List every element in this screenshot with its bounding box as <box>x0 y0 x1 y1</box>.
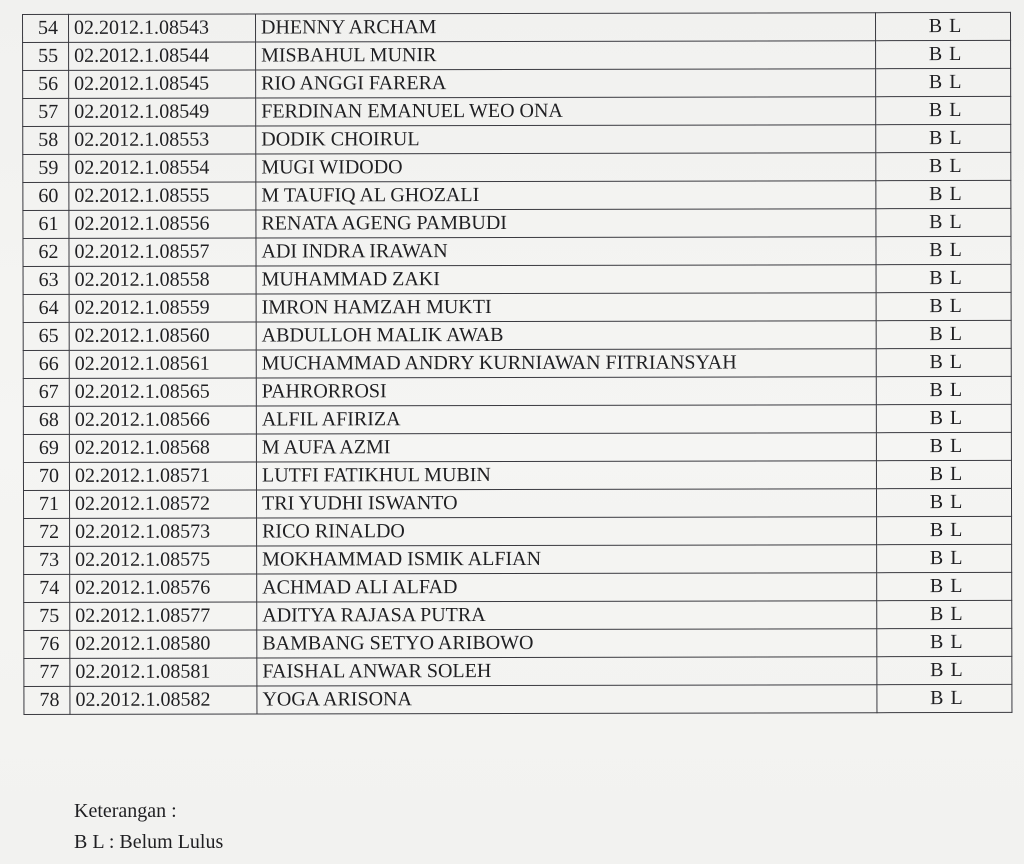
status-cell: B L <box>876 292 1011 320</box>
student-id: 02.2012.1.08558 <box>69 266 256 294</box>
table-row <box>23 96 1011 126</box>
student-name: MUGI WIDODO <box>256 153 876 182</box>
status-cell: B L <box>876 404 1011 432</box>
status-cell: B L <box>877 516 1012 544</box>
status-cell: B L <box>877 628 1012 656</box>
legend-entry: B L : Belum Lulus <box>74 831 224 853</box>
status-cell: B L <box>877 684 1012 712</box>
student-id: 02.2012.1.08577 <box>70 602 257 630</box>
row-number: 62 <box>23 238 69 266</box>
student-name: MUHAMMAD ZAKI <box>256 265 876 294</box>
table-body <box>23 12 1012 714</box>
row-number: 70 <box>23 462 69 490</box>
row-number: 74 <box>24 574 70 602</box>
row-number: 54 <box>23 14 69 42</box>
student-id: 02.2012.1.08572 <box>69 490 256 518</box>
student-name: DHENNY ARCHAM <box>256 13 876 42</box>
row-number: 75 <box>24 602 70 630</box>
student-name: FAISHAL ANWAR SOLEH <box>257 657 877 686</box>
student-id: 02.2012.1.08554 <box>69 154 256 182</box>
student-name: ALFIL AFIRIZA <box>256 405 876 434</box>
student-name: ACHMAD ALI ALFAD <box>257 573 877 602</box>
row-number: 59 <box>23 154 69 182</box>
student-id: 02.2012.1.08573 <box>70 518 257 546</box>
student-id: 02.2012.1.08568 <box>69 434 256 462</box>
status-cell: B L <box>876 488 1011 516</box>
student-id: 02.2012.1.08582 <box>70 686 257 714</box>
status-cell: B L <box>877 572 1012 600</box>
row-number: 63 <box>23 266 69 294</box>
student-id: 02.2012.1.08575 <box>70 546 257 574</box>
status-cell: B L <box>876 348 1011 376</box>
student-id: 02.2012.1.08549 <box>69 98 256 126</box>
row-number: 67 <box>23 378 69 406</box>
status-cell: B L <box>876 180 1011 208</box>
table-row <box>24 544 1012 574</box>
row-number: 77 <box>24 658 70 686</box>
status-cell: B L <box>877 600 1012 628</box>
row-number: 58 <box>23 126 69 154</box>
row-number: 76 <box>24 630 70 658</box>
status-cell: B L <box>876 124 1011 152</box>
student-name: ADI INDRA IRAWAN <box>256 237 876 266</box>
student-id: 02.2012.1.08559 <box>69 294 256 322</box>
student-name: ADITYA RAJASA PUTRA <box>257 601 877 630</box>
table-row <box>23 460 1011 490</box>
legend <box>74 796 223 858</box>
student-name: FERDINAN EMANUEL WEO ONA <box>256 97 876 126</box>
student-name: RICO RINALDO <box>257 517 877 546</box>
table-row <box>24 684 1012 714</box>
table-row <box>23 292 1011 322</box>
student-name: MUCHAMMAD ANDRY KURNIAWAN FITRIANSYAH <box>256 349 876 378</box>
row-number: 60 <box>23 182 69 210</box>
student-name: IMRON HAMZAH MUKTI <box>256 293 876 322</box>
table-row <box>23 264 1011 294</box>
status-cell: B L <box>876 96 1011 124</box>
student-id: 02.2012.1.08580 <box>70 630 257 658</box>
legend-title: Keterangan : <box>74 800 177 822</box>
table-row <box>23 68 1011 98</box>
table-row <box>24 516 1012 546</box>
student-id: 02.2012.1.08561 <box>69 350 256 378</box>
student-name: DODIK CHOIRUL <box>256 125 876 154</box>
student-id: 02.2012.1.08555 <box>69 182 256 210</box>
table-row <box>23 404 1011 434</box>
row-number: 73 <box>24 546 70 574</box>
row-number: 72 <box>24 518 70 546</box>
table-row <box>24 572 1012 602</box>
row-number: 57 <box>23 98 69 126</box>
status-cell: B L <box>876 68 1011 96</box>
row-number: 69 <box>23 434 69 462</box>
table-row <box>23 152 1011 182</box>
student-id: 02.2012.1.08576 <box>70 574 257 602</box>
student-id: 02.2012.1.08544 <box>69 42 256 70</box>
table-row <box>23 376 1011 406</box>
student-name: M AUFA AZMI <box>256 433 876 462</box>
row-number: 64 <box>23 294 69 322</box>
student-id: 02.2012.1.08545 <box>69 70 256 98</box>
status-cell: B L <box>876 264 1011 292</box>
table-row <box>23 180 1011 210</box>
student-id: 02.2012.1.08581 <box>70 658 257 686</box>
status-cell: B L <box>876 460 1011 488</box>
table-row <box>24 600 1012 630</box>
student-id: 02.2012.1.08566 <box>69 406 256 434</box>
row-number: 71 <box>23 490 69 518</box>
status-cell: B L <box>876 320 1011 348</box>
table-row <box>23 12 1011 42</box>
student-id: 02.2012.1.08553 <box>69 126 256 154</box>
student-name: BAMBANG SETYO ARIBOWO <box>257 629 877 658</box>
student-name: TRI YUDHI ISWANTO <box>256 489 876 518</box>
student-name: RIO ANGGI FARERA <box>256 69 876 98</box>
table-row <box>24 656 1012 686</box>
status-cell: B L <box>876 152 1011 180</box>
status-cell: B L <box>876 236 1011 264</box>
status-cell: B L <box>876 208 1011 236</box>
table-row <box>23 488 1011 518</box>
table-row <box>24 628 1012 658</box>
status-cell: B L <box>876 40 1011 68</box>
status-cell: B L <box>875 12 1010 40</box>
student-name: ABDULLOH MALIK AWAB <box>256 321 876 350</box>
student-id: 02.2012.1.08557 <box>69 238 256 266</box>
student-id: 02.2012.1.08571 <box>69 462 256 490</box>
status-cell: B L <box>876 376 1011 404</box>
row-number: 66 <box>23 350 69 378</box>
row-number: 78 <box>24 686 70 714</box>
student-name: M TAUFIQ AL GHOZALI <box>256 181 876 210</box>
student-name: PAHRORROSI <box>256 377 876 406</box>
row-number: 55 <box>23 42 69 70</box>
student-name: LUTFI FATIKHUL MUBIN <box>256 461 876 490</box>
table-row <box>23 40 1011 70</box>
row-number: 65 <box>23 322 69 350</box>
student-id: 02.2012.1.08565 <box>69 378 256 406</box>
table-row <box>23 124 1011 154</box>
student-id: 02.2012.1.08543 <box>69 14 256 42</box>
table-row <box>23 348 1011 378</box>
table-row <box>23 208 1011 238</box>
student-name: RENATA AGENG PAMBUDI <box>256 209 876 238</box>
student-name: YOGA ARISONA <box>257 685 877 714</box>
row-number: 56 <box>23 70 69 98</box>
status-cell: B L <box>877 656 1012 684</box>
status-cell: B L <box>876 432 1011 460</box>
table-row <box>23 432 1011 462</box>
student-name: MISBAHUL MUNIR <box>256 41 876 70</box>
student-id: 02.2012.1.08560 <box>69 322 256 350</box>
table-row <box>23 236 1011 266</box>
student-results-table <box>22 12 1012 715</box>
student-id: 02.2012.1.08556 <box>69 210 256 238</box>
status-cell: B L <box>877 544 1012 572</box>
row-number: 61 <box>23 210 69 238</box>
student-name: MOKHAMMAD ISMIK ALFIAN <box>257 545 877 574</box>
table-row <box>23 320 1011 350</box>
row-number: 68 <box>23 406 69 434</box>
